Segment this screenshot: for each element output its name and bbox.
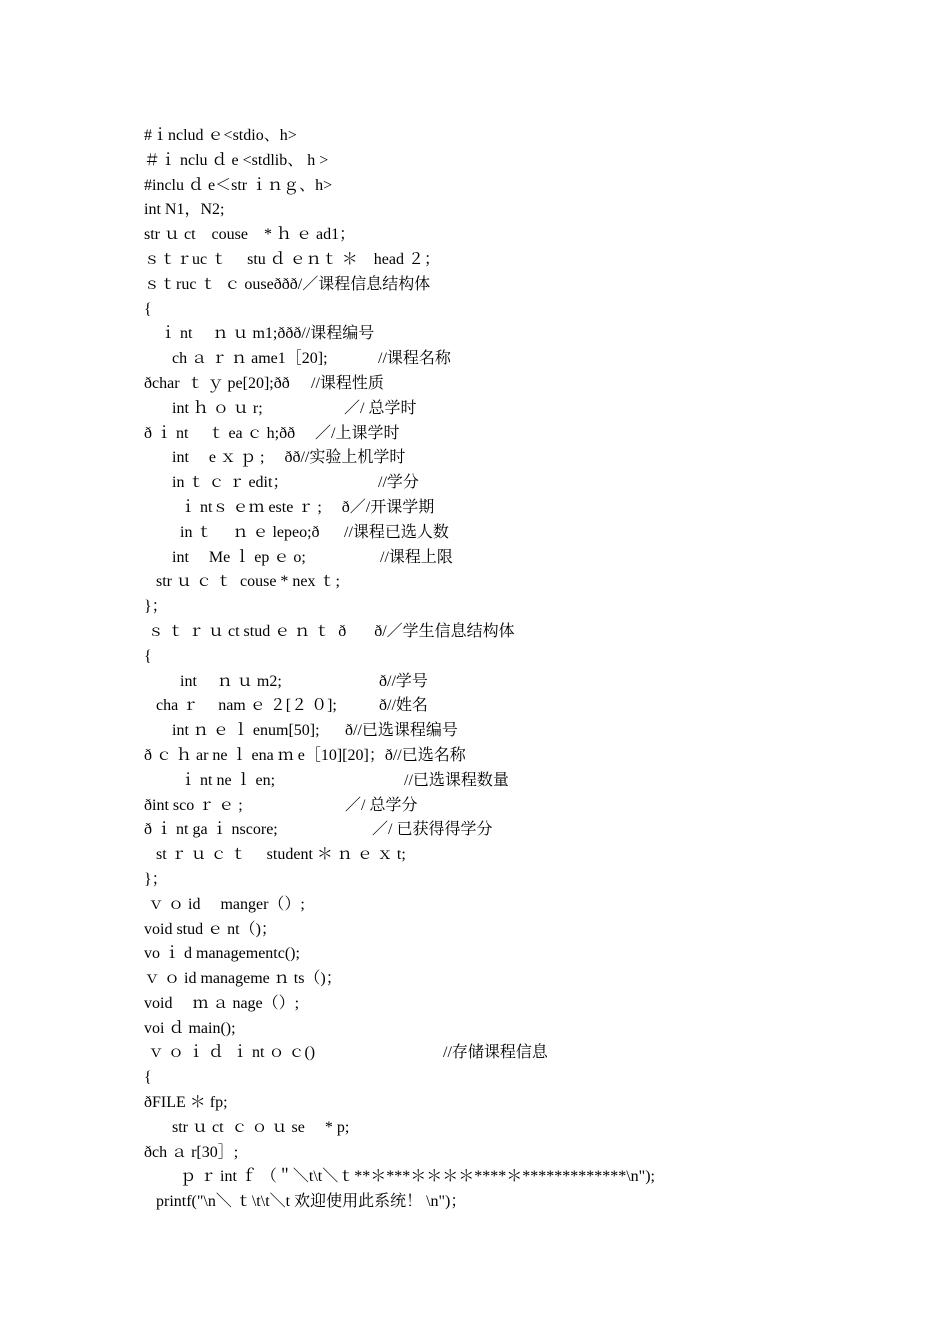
code-text: { bbox=[144, 300, 152, 318]
code-text: }； bbox=[144, 598, 168, 616]
code-text: in ｔ ｃ ｒ edit； bbox=[144, 474, 289, 492]
code-listing bbox=[144, 124, 904, 1215]
code-text: ｓｔruc ｔ ｃ ouseððð/／课程信息结构体 bbox=[144, 275, 431, 293]
code-line bbox=[144, 372, 904, 397]
code-line bbox=[144, 992, 904, 1017]
code-text: in ｔ ｎ ｅ lepeo;ð bbox=[144, 523, 320, 541]
code-line bbox=[144, 918, 904, 943]
code-line bbox=[144, 149, 904, 174]
code-line bbox=[144, 769, 904, 794]
code-line bbox=[144, 1017, 904, 1042]
code-comment: //已选课程数量 bbox=[404, 771, 509, 789]
code-text: ð ｉ nt ｔ ea ｃ h;ðð bbox=[144, 424, 296, 442]
code-text: ðch ａ r[30］; bbox=[144, 1143, 239, 1161]
code-text: ｐ ｒ int ｆ （＂＼t\t＼ｔ**＊***＊＊＊＊****＊*************\n"); bbox=[144, 1168, 655, 1186]
code-text: int e ｘ ｐ ; ðð//实验上机学时 bbox=[144, 449, 406, 467]
code-line bbox=[144, 198, 904, 223]
code-text: ｉ ntｓ ｅｍ este ｒ ; ð／/开课学期 bbox=[144, 498, 435, 516]
code-text: ｖ ｏ id manger（）; bbox=[144, 895, 305, 913]
code-line bbox=[144, 595, 904, 620]
code-line bbox=[144, 744, 904, 769]
code-text: ð ｃ ｈ ar ne ｌ ena ｍ e［10][20]；ð//已选名称 bbox=[144, 746, 466, 764]
code-comment: //课程名称 bbox=[378, 350, 451, 368]
code-text: printf("\n＼ ｔ\t\t＼t 欢迎使用此系统！ \n")； bbox=[144, 1193, 467, 1211]
code-comment: //学分 bbox=[378, 474, 419, 492]
code-line bbox=[144, 397, 904, 422]
code-line bbox=[144, 422, 904, 447]
code-text: ch ａ ｒ ｎ ame1［20]; bbox=[144, 350, 328, 368]
code-text: int ｎ ｕ m2; bbox=[144, 672, 282, 690]
code-line bbox=[144, 273, 904, 298]
code-line bbox=[144, 570, 904, 595]
code-line bbox=[144, 546, 904, 571]
code-comment: ð//已选课程编号 bbox=[345, 722, 458, 740]
code-text: int ｎ ｅ ｌ enum[50]; bbox=[144, 722, 320, 740]
code-text: ｉ nt ｎ ｕ m1;ððð//课程编号 bbox=[144, 325, 375, 343]
code-comment: ／/ 已获得得学分 bbox=[372, 821, 493, 839]
code-text: { bbox=[144, 1069, 152, 1087]
code-comment: ／/ 总学分 bbox=[345, 796, 418, 814]
code-text: #inclu ｄ e＜str ｉｎｇ、h> bbox=[144, 176, 333, 194]
code-line bbox=[144, 893, 904, 918]
code-text: #ｉnclud ｅ<stdio、h> bbox=[144, 127, 297, 144]
code-line bbox=[144, 521, 904, 546]
code-text: void ｍ ａ nage（）; bbox=[144, 994, 300, 1012]
code-comment: ð//学号 bbox=[379, 672, 428, 690]
code-text: }； bbox=[144, 870, 168, 888]
code-text: ＃ｉ nclu ｄ e <stdlib、 h > bbox=[144, 151, 329, 169]
code-line bbox=[144, 124, 904, 149]
code-line bbox=[144, 645, 904, 670]
code-line bbox=[144, 1165, 904, 1190]
code-line bbox=[144, 298, 904, 323]
code-line bbox=[144, 446, 904, 471]
code-text: ｖ ｏ id manageme ｎ ts（)； bbox=[144, 970, 342, 988]
code-text: ｖ ｏ ｉ ｄ ｉ nt ｏ ｃ() bbox=[144, 1044, 316, 1062]
code-line bbox=[144, 868, 904, 893]
code-comment: ／/上课学时 bbox=[315, 424, 400, 442]
code-line bbox=[144, 942, 904, 967]
code-text: ðint sco ｒ ｅ ; bbox=[144, 796, 243, 814]
code-text: str ｕ ct couse * ｈ ｅ ad1； bbox=[144, 226, 356, 244]
code-comment: //课程已选人数 bbox=[344, 523, 449, 541]
code-text: int N1，N2; bbox=[144, 201, 225, 219]
code-line bbox=[144, 670, 904, 695]
code-line bbox=[144, 620, 904, 645]
code-line bbox=[144, 322, 904, 347]
code-comment: ／/ 总学时 bbox=[344, 399, 417, 417]
code-text: { bbox=[144, 647, 152, 665]
code-text: vo ｉ d managementc(); bbox=[144, 945, 300, 963]
code-text: st ｒ ｕ ｃ ｔ student ＊ ｎ ｅ ｘ t; bbox=[144, 846, 406, 864]
code-text: ｓｔｒuc ｔ stu ｄ ｅｎｔ ＊ head ２； bbox=[144, 250, 440, 268]
code-line bbox=[144, 719, 904, 744]
code-line bbox=[144, 1116, 904, 1141]
code-line bbox=[144, 1066, 904, 1091]
code-text: ðchar ｔ ｙ pe[20];ðð bbox=[144, 374, 290, 392]
code-line bbox=[144, 496, 904, 521]
code-comment: //课程性质 bbox=[311, 374, 384, 392]
code-text: str ｕ ｃ ｔ couse * nex ｔ; bbox=[144, 573, 340, 591]
code-comment: //课程上限 bbox=[380, 548, 453, 566]
code-text: int Me ｌ ep ｅ o; bbox=[144, 548, 306, 566]
code-text: voi ｄ main(); bbox=[144, 1019, 236, 1037]
code-line bbox=[144, 248, 904, 273]
code-text: ｉ nt ne ｌ en; bbox=[144, 771, 276, 789]
code-text: ð ｉ nt ga ｉ nscore; bbox=[144, 821, 278, 839]
code-line bbox=[144, 347, 904, 372]
code-line bbox=[144, 174, 904, 199]
code-line bbox=[144, 843, 904, 868]
code-line bbox=[144, 1141, 904, 1166]
code-text: str ｕ ct ｃ ｏ ｕ se * p; bbox=[144, 1118, 350, 1136]
code-line bbox=[144, 471, 904, 496]
code-line bbox=[144, 818, 904, 843]
code-text: ｓ ｔ ｒ ｕ ct stud ｅ ｎ ｔ ð ð/／学生信息结构体 bbox=[144, 622, 515, 640]
code-line bbox=[144, 967, 904, 992]
code-comment: //存储课程信息 bbox=[443, 1044, 548, 1062]
code-line bbox=[144, 1190, 904, 1215]
code-line bbox=[144, 1041, 904, 1066]
code-text: void stud ｅ nt（)； bbox=[144, 920, 277, 938]
code-comment: ð//姓名 bbox=[379, 697, 428, 715]
code-text: cha ｒ nam ｅ ２[２ ０]; bbox=[144, 697, 337, 715]
code-line bbox=[144, 1091, 904, 1116]
code-text: int ｈ ｏ ｕ r; bbox=[144, 399, 263, 417]
code-line bbox=[144, 694, 904, 719]
code-line bbox=[144, 794, 904, 819]
code-line bbox=[144, 223, 904, 248]
code-text: ðFILE ＊ fp; bbox=[144, 1094, 228, 1112]
